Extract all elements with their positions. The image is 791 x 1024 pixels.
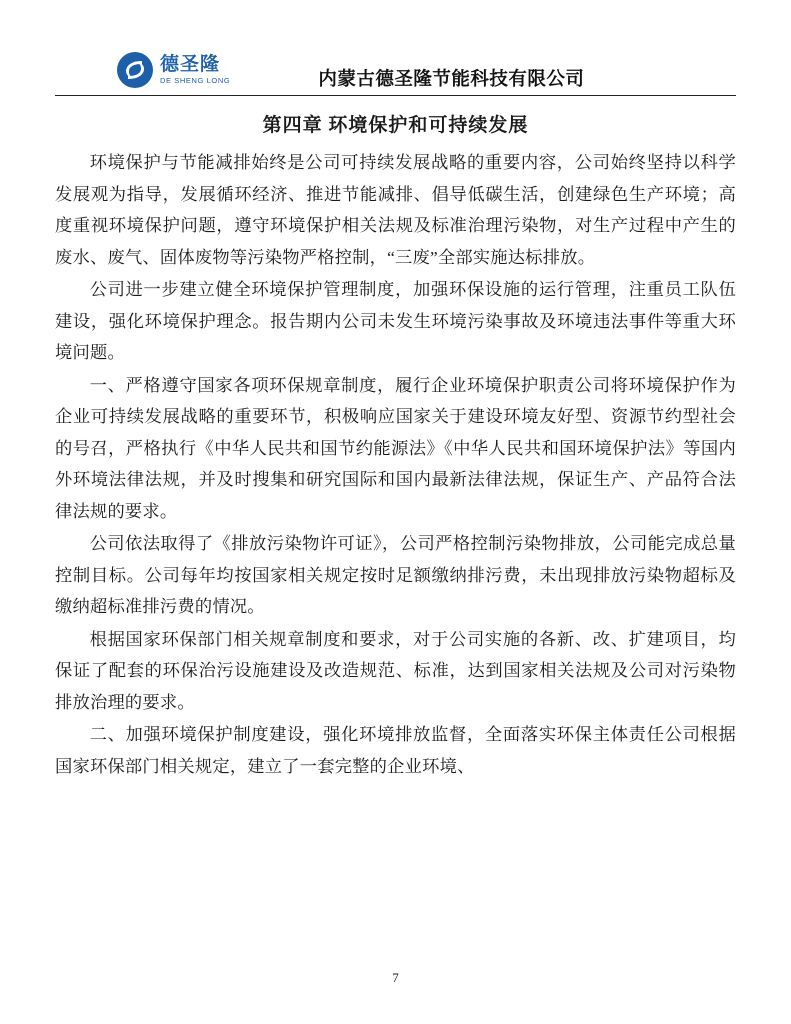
chapter-title: 第四章 环境保护和可持续发展 <box>262 115 529 136</box>
company-logo-text <box>160 55 230 85</box>
paragraph: 公司进一步建立健全环境保护管理制度，加强环保设施的运行管理，注重员工队伍建设，强化环境保护理念。报告期内公司未发生环境污染事故及环境违法事件等重大环境问题。 <box>55 280 736 362</box>
paragraph: 环境保护与节能减排始终是公司可持续发展战略的重要内容，公司始终坚持以科学发展观为指导，发展循环经济、推进节能减排、倡导低碳生活，创建绿色生产环境；高度重视环境保护问题，遵守环境保护相关法规及标准治理污染物，对生产过程中产生的废水、废气、固体废物等污染物严格控制，“三废”全部实施达标排放。 <box>55 153 736 267</box>
company-logo <box>115 50 230 90</box>
company-logo-icon <box>115 50 155 90</box>
logo-chinese-name: 德圣隆 <box>160 54 221 76</box>
logo-english-name: DE SHENG LONG <box>160 76 231 86</box>
paragraph: 公司依法取得了《排放污染物许可证》，公司严格控制污染物排放，公司能完成总量控制目标。公司每年均按国家相关规定按时足额缴纳排污费，未出现排放污染物超标及缴纳超标准排污费的情况。 <box>55 534 736 616</box>
page-number: 7 <box>392 970 399 985</box>
paragraph: 根据国家环保部门相关规章制度和要求，对于公司实施的各新、改、扩建项目，均保证了配套的环保治污设施建设及改造规范、标准，达到国家相关法规及公司对污染物排放治理的要求。 <box>55 629 736 712</box>
header-divider <box>55 95 736 96</box>
page-header <box>55 30 736 92</box>
company-name-heading: 内蒙古德圣隆节能科技有限公司 <box>318 70 585 90</box>
document-body <box>55 147 736 782</box>
paragraph: 一、严格遵守国家各项环保规章制度，履行企业环境保护职责公司将环境保护作为企业可持续发展战略的重要环节，积极响应国家关于建设环境友好型、资源节约型社会的号召，严格执行《中华人民共和国节约能源法》《中华人民共和国环境保护法》等国内外环境法律法规，并及时搜集和研究国际和国内最新法律法规，保证生产、产品符合法律法规的要求。 <box>55 375 736 521</box>
paragraph: 二、加强环境保护制度建设，强化环境排放监督，全面落实环保主体责任公司根据国家环保部门相关规定，建立了一套完整的企业环境、 <box>55 725 736 776</box>
